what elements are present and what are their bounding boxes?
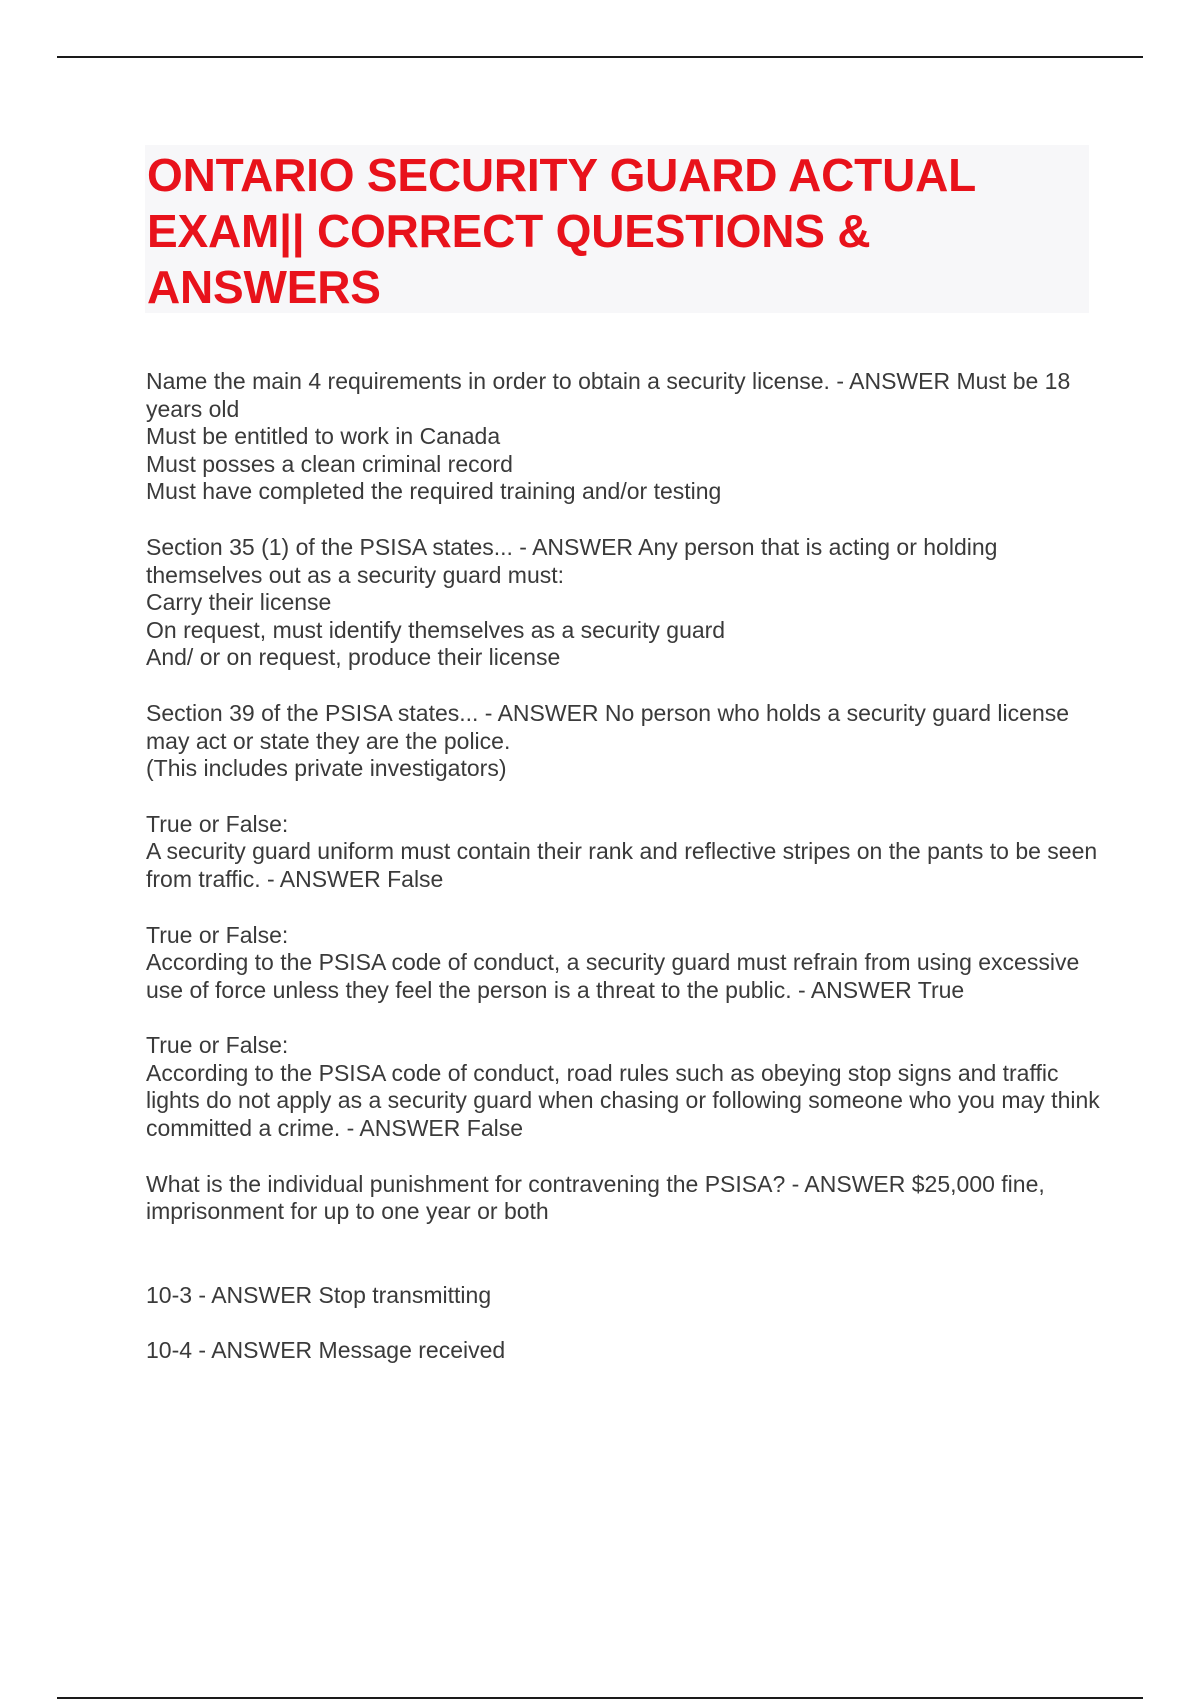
qa-entry: Section 39 of the PSISA states... - ANSWER No person who holds a security guard license may act or state they are the police. (This includes private investigators) — [146, 699, 1070, 782]
qa-entry: True or False: A security guard uniform must contain their rank and reflective stripes on the pants to be seen from traffic. - ANSWER False — [146, 810, 1098, 892]
footer-rule — [57, 1697, 1143, 1699]
qa-entry: Name the main 4 requirements in order to obtain a security license. - ANSWER Must be 18 years old Must be entitled to work in Canada Must posses a clean criminal record Must have completed the required training and/or testing — [146, 368, 1071, 505]
document-title: ONTARIO SECURITY GUARD ACTUAL EXAM|| CORRECT QUESTIONS & ANSWERS — [147, 149, 976, 313]
header-rule — [57, 56, 1143, 58]
qa-entry: 10-4 - ANSWER Message received — [146, 1337, 506, 1364]
qa-entry: What is the individual punishment for contravening the PSISA? - ANSWER $25,000 fine, imprisonment for up to one year or both — [146, 1170, 1052, 1225]
qa-entry: True or False: According to the PSISA code of conduct, road rules such as obeying stop signs and traffic lights do not apply as a security guard when chasing or following someone who you may think committed a crime. - ANSWER False — [146, 1032, 1100, 1142]
qa-entry: True or False: According to the PSISA code of conduct, a security guard must refrain from using excessive use of force unless they feel the person is a threat to the public. - ANSWER True — [146, 921, 1080, 1003]
qa-entry: 10-3 - ANSWER Stop transmitting — [146, 1281, 492, 1308]
title-banner — [145, 145, 1089, 313]
qa-list — [146, 368, 1106, 1393]
qa-entry: Section 35 (1) of the PSISA states... - ANSWER Any person that is acting or holding themselves out as a security guard must: Carry their license On request, must identify themselves as a security guard And/ or on request, produce their license — [146, 533, 998, 671]
